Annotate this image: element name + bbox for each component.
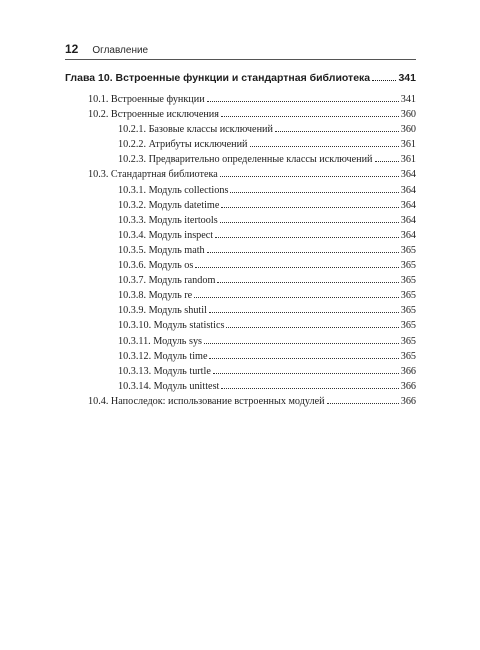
toc-entry (65, 185, 416, 200)
dot-leader (250, 146, 399, 147)
toc-entry (65, 230, 416, 245)
toc-entry-page: 361 (400, 154, 416, 166)
toc-entry (65, 320, 416, 335)
toc-entry-page: 365 (400, 275, 416, 287)
toc-entry-title: 10.3.8. Модуль re (118, 290, 193, 302)
toc-entry-title: 10.3.7. Модуль random (118, 275, 216, 287)
toc-entry (65, 260, 416, 275)
toc-entry-title: 10.3.2. Модуль datetime (118, 199, 220, 211)
toc-entry-page: 360 (400, 109, 416, 121)
dot-leader (195, 267, 398, 268)
dot-leader (194, 297, 399, 298)
toc-entry-title: 10.3.9. Модуль shutil (118, 305, 207, 317)
toc-entry-title: 10.3.5. Модуль math (118, 244, 205, 256)
toc-entry (65, 200, 416, 215)
dot-leader (226, 327, 398, 328)
toc-entry-page: 364 (400, 184, 416, 196)
toc-entry-title: 10.1. Встроенные функции (88, 94, 205, 105)
toc-entry-title: 10.2. Встроенные исключения (88, 109, 219, 121)
dot-leader (220, 176, 399, 177)
dot-leader (204, 343, 399, 344)
dot-leader (220, 222, 399, 223)
toc-entry (65, 351, 416, 366)
toc-entry-title: 10.4. Напоследок: использование встроенных модулей (88, 395, 325, 407)
header-divider (65, 59, 416, 60)
toc-entry-title: 10.3. Стандартная библиотека (88, 169, 218, 181)
toc-entry (65, 275, 416, 290)
toc-entry (65, 245, 416, 260)
toc-entry-page: 365 (400, 350, 416, 362)
dot-leader (221, 388, 398, 389)
toc-entry-title: 10.3.13. Модуль turtle (118, 365, 211, 377)
running-title: Оглавление (92, 45, 149, 56)
toc-entry-page: 364 (400, 229, 416, 241)
toc-entry (65, 139, 416, 154)
toc-entry-title: 10.3.14. Модуль unittest (118, 380, 220, 392)
dot-leader (209, 312, 399, 313)
toc-entry (65, 215, 416, 230)
toc-entry-page: 364 (400, 169, 416, 181)
toc-entry-title: 10.3.11. Модуль sys (118, 335, 203, 347)
table-of-contents (65, 72, 416, 411)
toc-entry-page: 366 (400, 380, 416, 392)
toc-entry-page: 360 (400, 124, 416, 136)
chapter-page: 341 (398, 72, 416, 84)
dot-leader (217, 282, 398, 283)
toc-entry (65, 366, 416, 381)
toc-entry-page: 366 (400, 395, 416, 407)
toc-entry (65, 305, 416, 320)
toc-entry (65, 381, 416, 396)
dot-leader (213, 373, 399, 374)
toc-entry-page: 361 (400, 139, 416, 151)
toc-entry-title: 10.2.1. Базовые классы исключений (118, 124, 273, 136)
toc-entry-page: 365 (400, 290, 416, 302)
dot-leader (207, 101, 399, 102)
toc-entry-title: 10.3.1. Модуль collections (118, 184, 229, 196)
dot-leader (221, 207, 398, 208)
dot-leader (207, 252, 399, 253)
toc-entry-page: 364 (400, 199, 416, 211)
dot-leader (230, 192, 398, 193)
toc-entry-title: 10.2.2. Атрибуты исключений (118, 139, 248, 151)
dot-leader (209, 358, 398, 359)
toc-entry (65, 336, 416, 351)
toc-entry-title: 10.3.6. Модуль os (118, 260, 194, 272)
toc-entry-title: 10.3.12. Модуль time (118, 350, 208, 362)
toc-entry (65, 109, 416, 124)
toc-chapter-heading (65, 72, 416, 90)
toc-entry-page: 365 (400, 305, 416, 317)
dot-leader (372, 80, 396, 81)
toc-entry-title: 10.3.3. Модуль itertools (118, 214, 218, 226)
toc-entry-page: 365 (400, 320, 416, 332)
toc-entry-title: 10.3.10. Модуль statistics (118, 320, 225, 332)
page-number: 12 (65, 42, 79, 56)
page-header (65, 42, 416, 56)
chapter-title: Глава 10. Встроенные функции и стандартная библиотека (65, 72, 371, 84)
toc-entry-page: 365 (400, 260, 416, 272)
dot-leader (327, 403, 399, 404)
toc-entry (65, 94, 416, 109)
toc-entry-page: 341 (400, 94, 416, 105)
toc-entry (65, 396, 416, 411)
toc-entry (65, 169, 416, 184)
dot-leader (221, 116, 399, 117)
toc-entry-title: 10.2.3. Предварительно определенные классы исключений (118, 154, 373, 166)
toc-entry (65, 124, 416, 139)
toc-entry-page: 364 (400, 214, 416, 226)
dot-leader (215, 237, 399, 238)
toc-entry (65, 290, 416, 305)
toc-entry-page: 366 (400, 365, 416, 377)
toc-entry-title: 10.3.4. Модуль inspect (118, 229, 214, 241)
dot-leader (275, 131, 399, 132)
toc-entry (65, 154, 416, 169)
toc-entry-page: 365 (400, 244, 416, 256)
toc-entry-page: 365 (400, 335, 416, 347)
dot-leader (375, 161, 399, 162)
